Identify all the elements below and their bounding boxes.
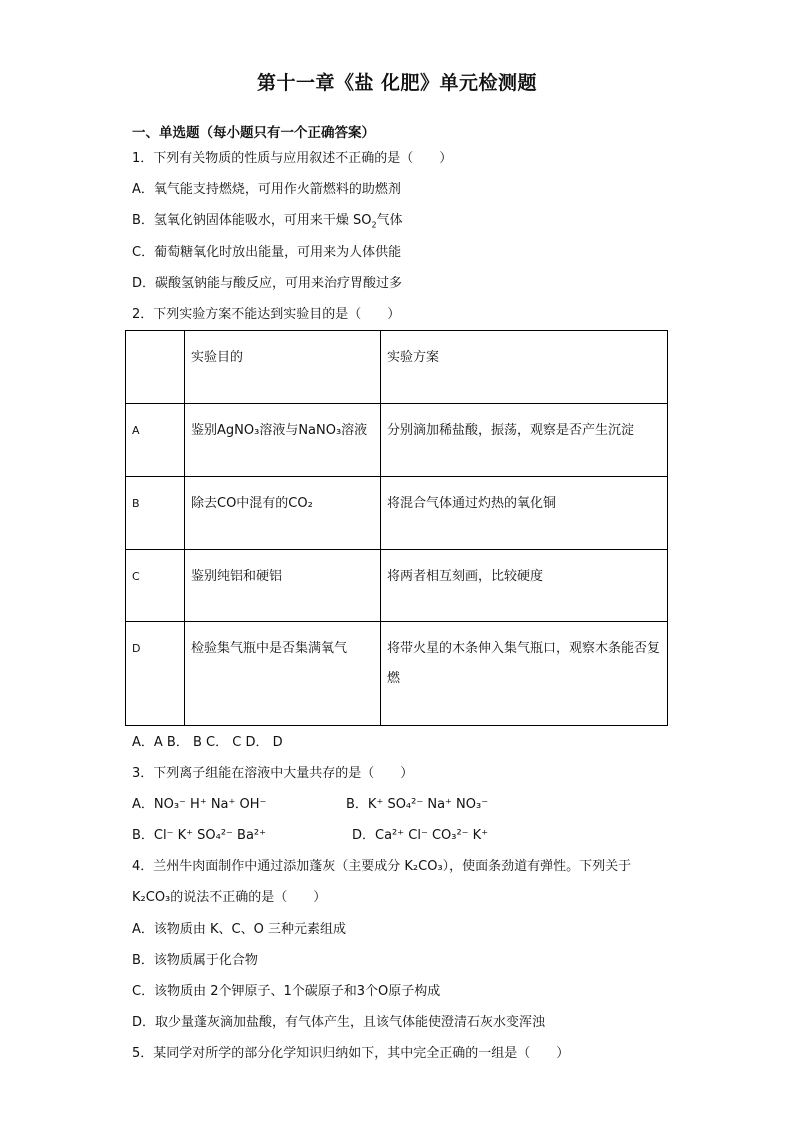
q1-stem: 1．下列有关物质的性质与应用叙述不正确的是（ ） [132, 151, 453, 166]
row-plan: 将两者相互刻画，比较硬度 [381, 550, 668, 622]
row-plan: 分别滴加稀盐酸，振荡，观察是否产生沉淀 [381, 404, 668, 477]
q4-option-d: D．取少量蓬灰滴加盐酸，有气体产生，且该气体能使澄清石灰水变浑浊 [132, 1015, 546, 1030]
row-goal: 检验集气瓶中是否集满氧气 [185, 622, 381, 726]
q3-option-c: B．Cl⁻ K⁺ SO₄²⁻ Ba²⁺ [132, 828, 266, 843]
q1-option-d: D．碳酸氢钠能与酸反应，可用来治疗胃酸过多 [132, 276, 403, 291]
q4-stem-line2: K₂CO₃的说法不正确的是（ ） [132, 890, 327, 905]
section-heading: 一、单选题（每小题只有一个正确答案） [132, 125, 375, 141]
page-title: 第十一章《盐 化肥》单元检测题 [256, 72, 538, 94]
q1-option-b [132, 212, 403, 230]
q2-table [125, 330, 668, 726]
row-plan: 将混合气体通过灼热的氧化铜 [381, 477, 668, 550]
q5-stem: 5．某同学对所学的部分化学知识归纳如下，其中完全正确的一组是（ ） [132, 1046, 570, 1061]
q4-stem-line1: 4．兰州牛肉面制作中通过添加蓬灰（主要成分 K₂CO₃），使面条劲道有弹性。下列关于 [132, 859, 632, 874]
row-goal: 除去CO中混有的CO₂ [185, 477, 381, 550]
q4-option-a: A．该物质由 K、C、O 三种元素组成 [132, 922, 346, 937]
q4-option-c: C．该物质由 2个钾原子、1个碳原子和3个O原子构成 [132, 984, 441, 999]
q3-option-d: D．Ca²⁺ Cl⁻ CO₃²⁻ K⁺ [352, 828, 489, 843]
q2-stem: 2．下列实验方案不能达到实验目的是（ ） [132, 307, 401, 322]
q3-stem: 3．下列离子组能在溶液中大量共存的是（ ） [132, 766, 414, 781]
q1-option-b-subscript: 2 [371, 220, 377, 230]
table-row [126, 550, 668, 622]
table-row [126, 477, 668, 550]
q1-option-b-suffix: 气体 [376, 213, 403, 228]
table-header-cell [126, 331, 185, 404]
q3-option-a: A．NO₃⁻ H⁺ Na⁺ OH⁻ [132, 797, 267, 812]
q2-answer-options: A．A B． B C． C D． D [132, 735, 283, 750]
row-goal: 鉴别AgNO₃溶液与NaNO₃溶液 [185, 404, 381, 477]
q3-option-b: B．K⁺ SO₄²⁻ Na⁺ NO₃⁻ [346, 797, 489, 812]
row-label: B [126, 477, 185, 550]
table-row [126, 622, 668, 726]
row-label: A [126, 404, 185, 477]
row-label: C [126, 550, 185, 622]
row-label: D [126, 622, 185, 726]
row-plan: 将带火星的木条伸入集气瓶口，观察木条能否复燃 [381, 622, 668, 726]
q1-option-c: C．葡萄糖氧化时放出能量，可用来为人体供能 [132, 245, 402, 260]
table-header-cell: 实验方案 [381, 331, 668, 404]
q1-option-b-text: B．氢氧化钠固体能吸水，可用来干燥 SO [132, 213, 372, 228]
q1-option-a: A．氧气能支持燃烧，可用作火箭燃料的助燃剂 [132, 182, 401, 197]
q4-option-b: B．该物质属于化合物 [132, 953, 258, 968]
table-row [126, 404, 668, 477]
table-header-row [126, 331, 668, 404]
table-header-cell: 实验目的 [185, 331, 381, 404]
row-goal: 鉴别纯铝和硬铝 [185, 550, 381, 622]
